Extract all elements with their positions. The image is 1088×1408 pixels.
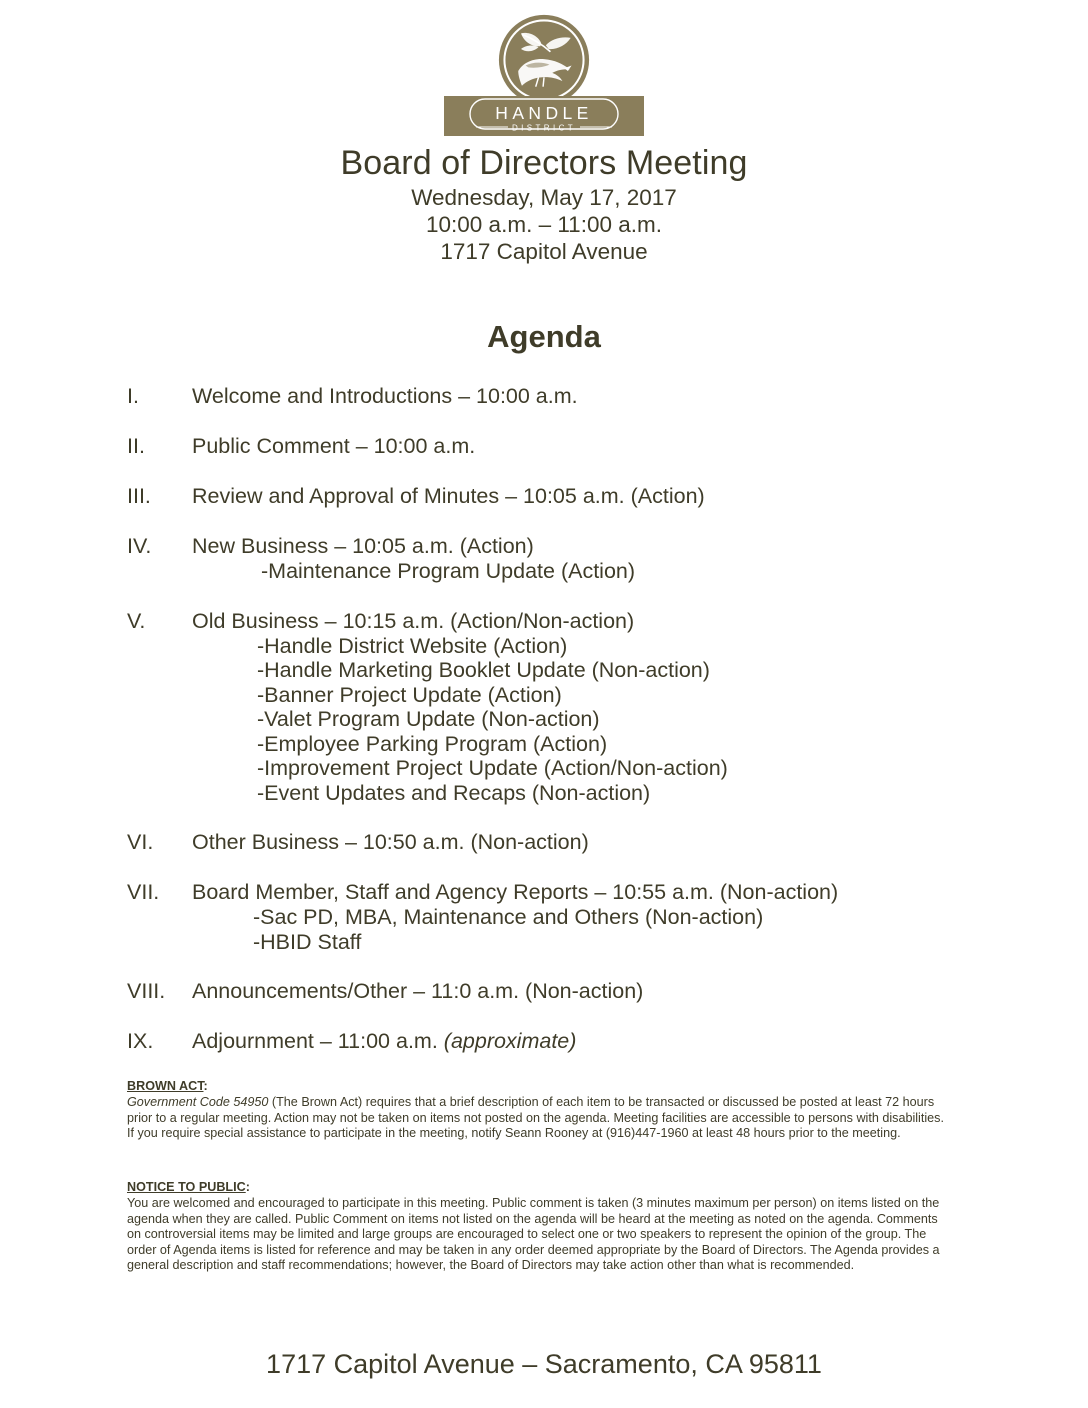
agenda-item-numeral: III. — [127, 484, 151, 508]
agenda-item-label: Review and Approval of Minutes – 10:05 a.m. (Action) — [192, 484, 705, 508]
agenda-item — [0, 483, 1088, 509]
agenda-subitem: -HBID Staff — [253, 929, 362, 954]
agenda-item — [0, 433, 1088, 459]
agenda-item — [0, 829, 1088, 855]
agenda-item-label: Board Member, Staff and Agency Reports – 10:55 a.m. (Non-action) — [192, 880, 839, 904]
brown-act-heading-text: BROWN ACT — [127, 1079, 204, 1093]
bird-and-leaves-emblem — [498, 14, 590, 106]
agenda-subitem: -Handle District Website (Action) — [257, 633, 568, 658]
agenda-item-numeral: II. — [127, 434, 145, 458]
notice-heading-colon: : — [245, 1180, 250, 1194]
footer-address: 1717 Capitol Avenue – Sacramento, CA 95811 — [266, 1349, 822, 1379]
agenda-item-numeral: VII. — [127, 880, 160, 904]
agenda-subitem-list — [127, 905, 1088, 954]
notice-to-public — [127, 1180, 952, 1273]
agenda-item — [0, 383, 1088, 409]
agenda-item-label: New Business – 10:05 a.m. (Action) — [192, 534, 534, 558]
agenda-item-label: Other Business – 10:50 a.m. (Non-action) — [192, 830, 589, 854]
brown-act-notice — [127, 1079, 952, 1142]
brown-act-heading — [127, 1079, 952, 1094]
logo-mark — [444, 14, 644, 139]
logo-banner — [444, 94, 644, 138]
agenda-subitem: -Event Updates and Recaps (Non-action) — [257, 780, 651, 805]
agenda-subitem: -Maintenance Program Update (Action) — [261, 559, 636, 583]
agenda-item-numeral: IV. — [127, 534, 152, 558]
agenda-item-numeral: I. — [127, 384, 139, 408]
agenda-subitem: -Sac PD, MBA, Maintenance and Others (Non-action) — [253, 905, 764, 929]
agenda-item-label — [192, 1028, 1088, 1054]
page-title: Board of Directors Meeting — [340, 144, 748, 182]
agenda-subitem-list — [127, 634, 1088, 806]
agenda-subitem-list — [127, 559, 1088, 584]
meeting-date: Wednesday, May 17, 2017 — [411, 185, 677, 210]
agenda-subitem: -Valet Program Update (Non-action) — [257, 707, 600, 731]
logo-sub-wordmark: DISTRICT — [511, 123, 577, 133]
brown-act-body — [127, 1095, 952, 1141]
agenda-item-numeral: V. — [127, 608, 146, 633]
agenda-item-numeral: VIII. — [127, 979, 166, 1003]
brown-act-heading-colon: : — [203, 1079, 208, 1093]
agenda-heading: Agenda — [487, 319, 601, 354]
notice-heading — [127, 1180, 952, 1195]
logo-wordmark: HANDLE — [495, 103, 593, 123]
agenda-item — [0, 533, 1088, 584]
agenda-subitem: -Improvement Project Update (Action/Non-action) — [257, 756, 728, 780]
brown-act-code-citation: Government Code 54950 — [127, 1095, 269, 1110]
agenda-item — [0, 608, 1088, 806]
agenda-subitem: -Handle Marketing Booklet Update (Non-action) — [257, 658, 710, 682]
agenda-list — [0, 383, 1088, 1054]
brown-act-body-text: (The Brown Act) requires that a brief description of each item to be transacted or discussed be posted at least 72 hours prior to a regular meeting. Action may not be taken on items not posted on the agenda. Meeting facilities are accessible to persons with disabilities. If you require special assistance to participate in the meeting, notify Seann Rooney at (916)447-1960 at least 48 hours prior to the meeting. — [127, 1095, 944, 1141]
agenda-item-label-italic: (approximate) — [443, 1029, 577, 1053]
agenda-item-numeral: IX. — [127, 1029, 154, 1053]
handle-district-logo — [0, 0, 1088, 139]
agenda-subitem: -Employee Parking Program (Action) — [257, 731, 608, 756]
meeting-location: 1717 Capitol Avenue — [440, 239, 648, 264]
agenda-item-numeral: VI. — [127, 830, 154, 854]
meeting-time: 10:00 a.m. – 11:00 a.m. — [426, 212, 662, 237]
agenda-item — [0, 1028, 1088, 1054]
agenda-item — [0, 978, 1088, 1004]
agenda-item-label: Announcements/Other – 11:0 a.m. (Non-action) — [192, 979, 644, 1003]
agenda-item-label: Old Business – 10:15 a.m. (Action/Non-action) — [192, 608, 635, 633]
agenda-item-label: Public Comment – 10:00 a.m. — [192, 434, 476, 458]
agenda-subitem: -Banner Project Update (Action) — [257, 682, 562, 707]
agenda-item-label: Welcome and Introductions – 10:00 a.m. — [192, 384, 578, 408]
notice-heading-text: NOTICE TO PUBLIC — [127, 1180, 246, 1194]
notice-body: You are welcomed and encouraged to participate in this meeting. Public comment is taken (3 minutes maximum per person) on items listed on the agenda when they are called. Public Comment on items not listed on the agenda will be heard at the meeting as noted on the agenda. Comments on controversial items may be limited and large groups are encouraged to select one or two speakers to represent the opinion of the group. The order of Agenda items is listed for reference and may be taken in any order deemed appropriate by the Board of Directors. The Agenda provides a general description and staff recommendations; however, the Board of Directors may take action other than what is recommended. — [127, 1196, 940, 1273]
agenda-item — [0, 879, 1088, 954]
agenda-item-label-plain: Adjournment – 11:00 a.m. — [192, 1029, 444, 1053]
